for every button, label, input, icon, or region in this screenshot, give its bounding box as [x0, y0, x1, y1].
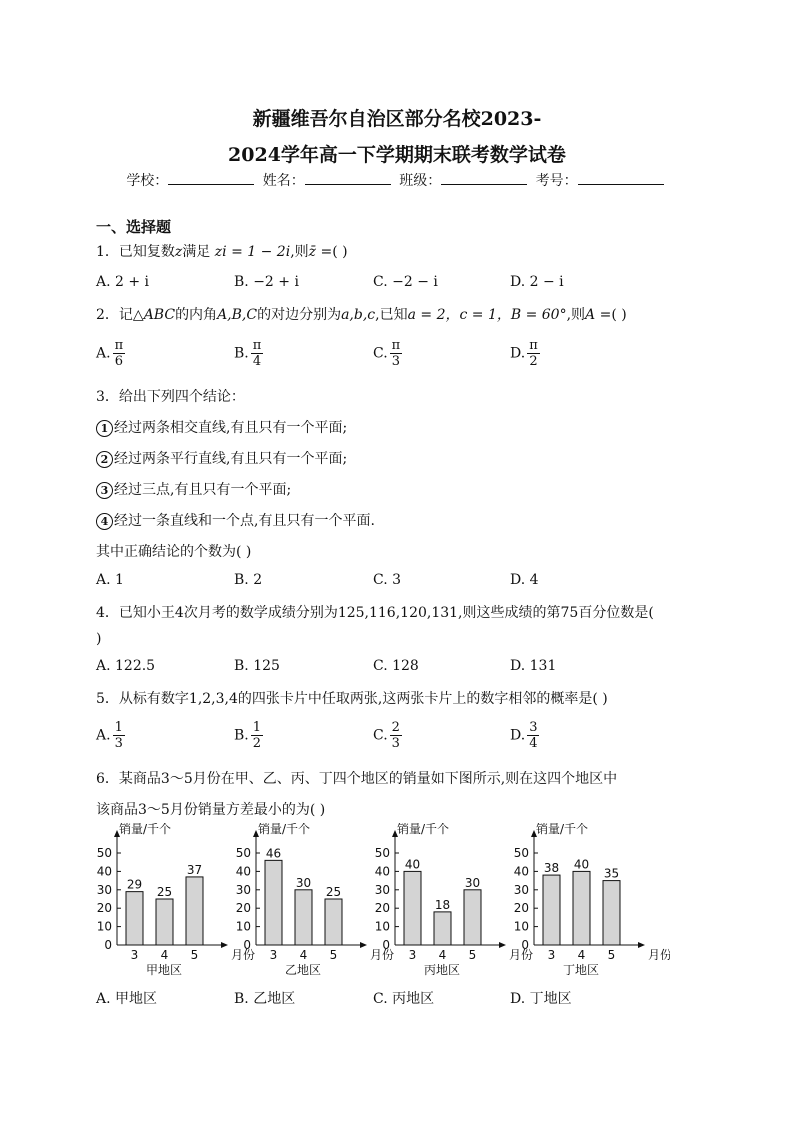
- chart-region-name: 乙地区: [284, 963, 322, 977]
- q3-statement-4-text: 经过一条直线和一个点,有且只有一个平面.: [114, 513, 375, 529]
- question-2-stem: [96, 304, 627, 324]
- chart-y-tick-label: 10: [513, 919, 529, 934]
- q1-var-z: z: [174, 244, 183, 260]
- q2-c-num: π: [391, 338, 401, 353]
- title-line-2: 2024学年高一下学期期末联考数学试卷: [228, 144, 566, 166]
- q3-statement-3-text: 经过三点,有且只有一个平面;: [114, 482, 292, 498]
- q2-option-c[interactable]: [373, 338, 402, 369]
- q1-option-a[interactable]: A. 2 + i: [96, 274, 150, 290]
- q2-angles: A,B,C: [217, 307, 258, 323]
- q2-unknown: A =: [585, 307, 612, 323]
- q4-option-c[interactable]: C. 128: [373, 658, 419, 674]
- chart-bar-value-label: 25: [156, 885, 173, 899]
- q5-b-num: 1: [252, 720, 262, 735]
- question-6-stem-line2: 该商品3～5月份销量方差最小的为( ): [96, 802, 326, 818]
- chart-bar: [543, 875, 560, 945]
- q5-d-den: 4: [529, 736, 538, 751]
- q5-d-label: D.: [510, 727, 526, 744]
- chart-y-tick-label: 40: [513, 864, 529, 879]
- chart-x-arrow-icon: [360, 942, 367, 948]
- q1-equation: zi = 1 − 2i: [214, 244, 291, 260]
- q3-option-d[interactable]: D. 4: [510, 572, 539, 588]
- school-label: 学校：: [126, 173, 169, 189]
- question-4-stem-cont: ): [96, 631, 102, 647]
- chart-bar-value-label: 30: [464, 875, 481, 890]
- q3-question: 其中正确结论的个数为( ): [96, 544, 252, 560]
- class-label: 班级：: [399, 173, 442, 189]
- q5-b-label: B.: [234, 727, 249, 744]
- q2-option-b[interactable]: [234, 338, 263, 369]
- chart-bar-value-label: 29: [126, 877, 143, 892]
- question-3-stem: 3．给出下列四个结论：: [96, 389, 245, 405]
- chart-bar-value-label: 37: [186, 862, 203, 877]
- q3-statement-2-text: 经过两条平行直线,有且只有一个平面;: [114, 451, 348, 467]
- q2-triangle: △ABC: [132, 307, 176, 323]
- chart-y-tick-label: 0: [382, 938, 390, 952]
- chart-y-tick-label: 30: [96, 882, 112, 897]
- chart-bar: [434, 912, 451, 945]
- chart-x-tick-label: 4: [299, 948, 308, 962]
- chart-bar: [573, 871, 590, 945]
- circled-number-2: 2: [96, 451, 113, 468]
- chart-bar: [325, 899, 342, 945]
- chart-x-tick-label: 5: [329, 948, 338, 962]
- chart-y-tick-label: 50: [96, 846, 112, 860]
- question-4-stem: 4．已知小王4次月考的数学成绩分别为125,116,120,131,则这些成绩的第75百分位数是(: [96, 605, 654, 621]
- chart-y-tick-label: 50: [513, 846, 529, 860]
- question-5-stem: 5．从标有数字1,2,3,4的四张卡片中任取两张,这两张卡片上的数字相邻的概率是( ): [96, 691, 608, 707]
- chart-y-tick-label: 30: [374, 882, 390, 897]
- q3-option-c[interactable]: C. 3: [373, 572, 402, 588]
- q2-a-fraction: [113, 338, 126, 369]
- chart-x-tick-label: 3: [408, 948, 417, 962]
- chart-y-tick-label: 0: [243, 938, 251, 952]
- name-label: 姓名：: [262, 173, 305, 189]
- q5-d-num: 3: [529, 720, 538, 735]
- q5-a-num: 1: [114, 720, 123, 735]
- q2-d-label: D.: [510, 345, 526, 362]
- q3-option-a[interactable]: A. 1: [96, 572, 124, 588]
- q2-option-a[interactable]: [96, 338, 125, 369]
- q5-b-den: 2: [252, 736, 262, 751]
- chart-y-tick-label: 30: [235, 882, 251, 897]
- chart-y-label: 销量/千个: [536, 823, 589, 836]
- q2-option-d[interactable]: [510, 338, 540, 369]
- charts-svg: [90, 823, 670, 978]
- q2-d-den: 2: [529, 354, 538, 369]
- q2-a-den: 6: [114, 354, 123, 369]
- chart-y-tick-label: 40: [96, 864, 112, 879]
- chart-x-tick-label: 4: [160, 948, 169, 962]
- q4-option-d[interactable]: D. 131: [510, 658, 557, 674]
- chart-y-tick-label: 50: [235, 846, 251, 860]
- chart-y-tick-label: 40: [374, 864, 390, 879]
- q2-c-fraction: [390, 338, 403, 369]
- q3-statement-4: [96, 510, 375, 530]
- q6-option-c[interactable]: C. 丙地区: [373, 991, 435, 1007]
- chart-x-tick-label: 5: [190, 948, 199, 962]
- q5-a-den: 3: [114, 736, 123, 751]
- chart-bar-value-label: 35: [603, 866, 620, 881]
- q2-given: a = 2，c = 1，B = 60°: [407, 307, 567, 323]
- q2-c-den: 3: [391, 354, 401, 369]
- chart-x-arrow-icon: [499, 942, 506, 948]
- chart-bar: [603, 881, 620, 945]
- q3-statement-3: [96, 479, 291, 499]
- chart-bar-value-label: 40: [404, 857, 421, 872]
- q3-statement-1-text: 经过两条相交直线,有且只有一个平面;: [114, 420, 348, 436]
- circled-number-4: 4: [96, 513, 113, 530]
- q3-option-b[interactable]: B. 2: [234, 572, 263, 588]
- chart-y-label: 销量/千个: [119, 823, 172, 836]
- q2-d-num: π: [529, 338, 538, 353]
- chart-y-tick-label: 30: [513, 882, 529, 897]
- q2-a-num: π: [114, 338, 124, 353]
- q2-text-d: ,已知: [375, 307, 408, 323]
- class-blank[interactable]: [441, 172, 527, 185]
- title-line-1: 新疆维吾尔自治区部分名校2023-: [252, 108, 542, 130]
- chart-x-arrow-icon: [221, 942, 228, 948]
- chart-y-tick-label: 10: [235, 919, 251, 934]
- chart-bar-value-label: 46: [265, 846, 282, 861]
- q2-b-num: π: [252, 338, 262, 353]
- q5-c-fraction: [390, 720, 402, 751]
- chart-bar: [156, 899, 173, 945]
- q5-option-a[interactable]: [96, 720, 125, 751]
- chart-y-tick-label: 0: [521, 938, 529, 952]
- circled-number-1: 1: [96, 420, 113, 437]
- chart-x-unit-label: 月份: [509, 948, 534, 962]
- q5-c-den: 3: [391, 736, 400, 751]
- q2-c-label: C.: [373, 345, 388, 362]
- chart-bar: [126, 892, 143, 945]
- q2-b-label: B.: [234, 345, 249, 362]
- q5-c-num: 2: [391, 720, 400, 735]
- school-blank[interactable]: [168, 172, 254, 185]
- chart-bar-value-label: 30: [295, 875, 312, 890]
- q6-option-a[interactable]: A. 甲地区: [96, 991, 158, 1007]
- chart-y-tick-label: 20: [235, 901, 251, 916]
- q1-option-d[interactable]: D. 2 − i: [510, 274, 564, 290]
- q2-sides: a,b,c: [341, 307, 376, 323]
- q3-statement-2: [96, 448, 347, 468]
- chart-x-tick-label: 5: [607, 948, 616, 962]
- q5-a-label: A.: [96, 727, 111, 744]
- chart-region-name: 丁地区: [562, 963, 600, 977]
- chart-y-tick-label: 10: [374, 919, 390, 934]
- question-6-stem-line1: 6．某商品3～5月份在甲、乙、丙、丁四个地区的销量如下图所示,则在这四个地区中: [96, 771, 618, 787]
- chart-region-name: 丙地区: [423, 963, 461, 977]
- chart-y-tick-label: 50: [374, 846, 390, 860]
- circled-number-3: 3: [96, 482, 113, 499]
- q1-text-b: 满足: [182, 244, 211, 260]
- chart-x-tick-label: 4: [577, 948, 586, 962]
- chart-y-tick-label: 20: [513, 901, 529, 916]
- chart-bar: [464, 890, 481, 945]
- chart-y-tick-label: 20: [96, 901, 112, 916]
- q2-text-c: 的对边分别为: [257, 307, 342, 323]
- q2-b-fraction: [251, 338, 264, 369]
- q5-d-fraction: [527, 720, 539, 751]
- chart-bar: [404, 871, 421, 945]
- chart-bar: [295, 890, 312, 945]
- chart-bar-value-label: 40: [573, 857, 590, 872]
- chart-x-tick-label: 5: [468, 948, 477, 962]
- chart-y-tick-label: 10: [96, 919, 112, 934]
- section-heading: 一、选择题: [96, 218, 172, 236]
- q2-a-label: A.: [96, 345, 111, 362]
- name-blank[interactable]: [305, 172, 391, 185]
- q5-option-d[interactable]: [510, 720, 539, 751]
- chart-x-tick-label: 3: [269, 948, 278, 962]
- q4-option-b[interactable]: B. 125: [234, 658, 280, 674]
- q4-option-a[interactable]: A. 122.5: [96, 658, 156, 674]
- chart-y-label: 销量/千个: [258, 823, 311, 836]
- exam-number-label: 考号：: [535, 173, 578, 189]
- chart-x-tick-label: 3: [547, 948, 556, 962]
- chart-x-unit-label: 月份: [370, 948, 395, 962]
- q5-b-fraction: [251, 720, 263, 751]
- q1-option-b[interactable]: B. −2 + i: [234, 274, 299, 290]
- chart-x-arrow-icon: [638, 942, 645, 948]
- q1-text-a: 1．已知复数: [96, 244, 175, 260]
- chart-bar: [265, 860, 282, 945]
- chart-y-tick-label: 40: [235, 864, 251, 879]
- q1-paren: ( ): [332, 244, 348, 260]
- chart-region-name: 甲地区: [145, 963, 183, 977]
- q5-c-label: C.: [373, 727, 388, 744]
- chart-x-unit-label: 月份: [231, 948, 256, 962]
- chart-x-unit-label: 月份: [648, 948, 670, 962]
- q5-option-b[interactable]: [234, 720, 263, 751]
- q1-option-c[interactable]: C. −2 − i: [373, 274, 438, 290]
- chart-x-tick-label: 3: [130, 948, 139, 962]
- q2-d-fraction: [527, 338, 540, 369]
- student-info-row: [0, 170, 794, 190]
- chart-x-tick-label: 4: [438, 948, 447, 962]
- q6-option-d[interactable]: D. 丁地区: [510, 991, 572, 1007]
- exam-number-blank[interactable]: [578, 172, 664, 185]
- q2-text-e: ,则: [566, 307, 586, 323]
- chart-bar-value-label: 38: [543, 861, 560, 876]
- q3-statement-1: [96, 417, 347, 437]
- chart-y-tick-label: 20: [374, 901, 390, 916]
- q5-a-fraction: [113, 720, 125, 751]
- q2-text-a: 2．记: [96, 307, 133, 323]
- sales-bar-charts: [90, 823, 670, 978]
- q1-text-c: ,则: [290, 244, 309, 260]
- chart-bar-value-label: 18: [434, 897, 451, 912]
- q2-text-b: 的内角: [175, 307, 218, 323]
- chart-bar: [186, 877, 203, 945]
- q5-option-c[interactable]: [373, 720, 402, 751]
- q2-b-den: 4: [252, 354, 262, 369]
- question-1-stem: [96, 241, 348, 261]
- chart-y-label: 销量/千个: [397, 823, 450, 836]
- q2-paren: ( ): [611, 307, 627, 323]
- q1-zbar: z̄ =: [308, 244, 333, 260]
- q6-option-b[interactable]: B. 乙地区: [234, 991, 296, 1007]
- chart-y-tick-label: 0: [104, 938, 112, 952]
- chart-bar-value-label: 25: [325, 885, 342, 899]
